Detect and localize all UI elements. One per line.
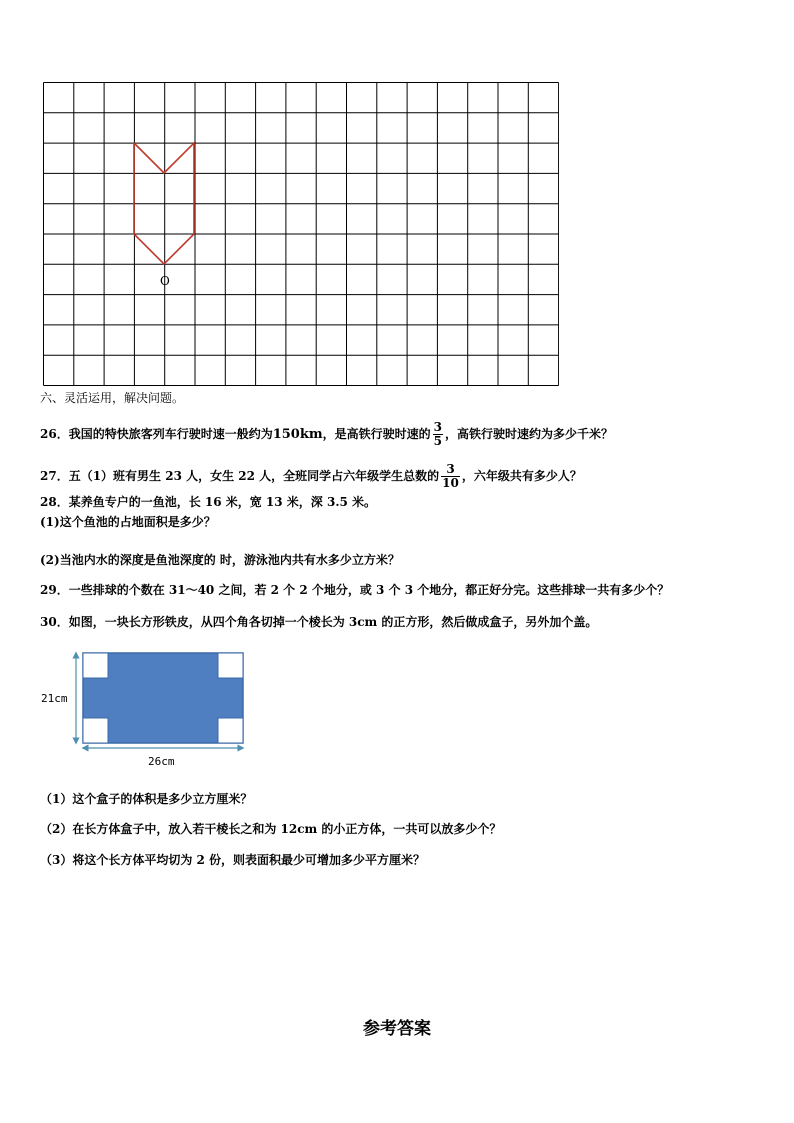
height-label: 21cm	[41, 692, 68, 705]
drawing-grid	[43, 82, 559, 386]
q27-text-a: 27．五（1）班有男生 23 人，女生 22 人，全班同学占六年级学生总数的	[40, 469, 440, 483]
q26-text-c: ，高铁行驶时速约为多少千米？	[444, 427, 613, 441]
question-26	[40, 421, 613, 448]
question-30-sub-3: （3）将这个长方体平均切为 2 份，则表面积最少可增加多少平方厘米？	[40, 853, 426, 867]
q26-frac-num: 3	[433, 420, 442, 434]
corner-square-top-right	[218, 653, 243, 678]
q26-text-a: 26．我国的特快旅客列车行驶时速一般约为	[40, 427, 273, 441]
width-label: 26cm	[148, 755, 175, 768]
corner-square-top-left	[83, 653, 108, 678]
point-o-label: O	[160, 274, 170, 288]
q26-frac-den: 5	[433, 434, 442, 448]
q27-text-b: ，六年级共有多少人？	[461, 469, 582, 483]
question-30-sub-2: （2）在长方体盒子中，放入若干棱长之和为 12cm 的小正方体，一共可以放多少个？	[40, 822, 502, 836]
q27-frac-den: 10	[442, 476, 459, 490]
question-27	[40, 463, 582, 490]
q27-frac-num: 3	[446, 462, 455, 476]
q26-fraction	[433, 421, 443, 448]
answer-title: 参考答案	[363, 1019, 431, 1039]
corner-square-bottom-right	[218, 718, 243, 743]
grid-lines	[44, 83, 559, 386]
section-title: 六、灵活运用，解决问题。	[40, 391, 185, 405]
question-28: 28．某养鱼专户的一鱼池，长 16 米，宽 13 米，深 3.5 米。	[40, 495, 377, 509]
q26-text-b: ，是高铁行驶时速的	[322, 427, 431, 441]
q26-speed: 150km	[272, 427, 323, 442]
question-28-sub-1: (1)这个鱼池的占地面积是多少？	[40, 515, 216, 529]
q27-fraction	[441, 463, 460, 490]
question-30-sub-1: （1）这个盒子的体积是多少立方厘米？	[40, 792, 253, 806]
question-28-sub-2: (2)当池内水的深度是鱼池深度的 时，游泳池内共有水多少立方米？	[40, 553, 400, 567]
corner-square-bottom-left	[83, 718, 108, 743]
question-29: 29．一些排球的个数在 31～40 之间，若 2 个 2 个地分，或 3 个 3 个地分，都正好分完。这些排球一共有多少个？	[40, 583, 670, 597]
sheet-diagram	[38, 648, 250, 772]
question-30: 30．如图，一块长方形铁皮，从四个角各切掉一个棱长为 3cm 的正方形，然后做成盒子，另外加个盖。	[40, 615, 598, 629]
